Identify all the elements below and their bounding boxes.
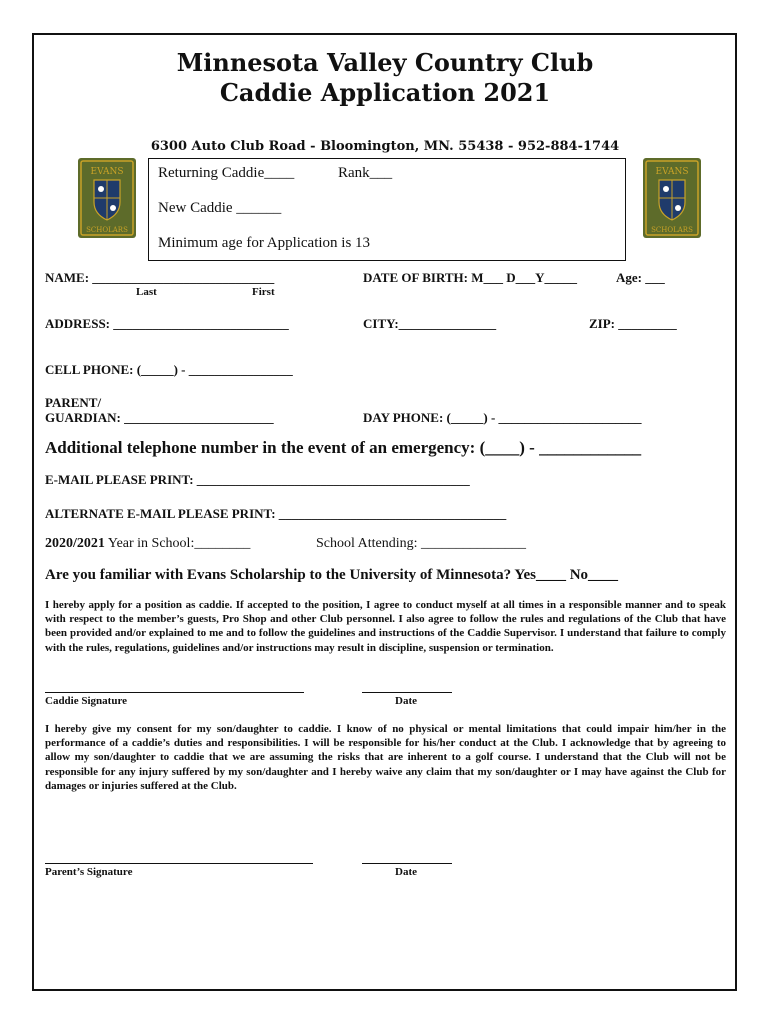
- parent-date-line[interactable]: [362, 863, 452, 864]
- cell-phone-field[interactable]: CELL PHONE: (_____) - ________________: [45, 362, 293, 377]
- parent-label: PARENT/: [45, 395, 102, 410]
- age-field[interactable]: Age: ___: [616, 270, 665, 285]
- parent-date-label: Date: [395, 866, 417, 878]
- parent-consent-text: I hereby give my consent for my son/daughter to caddie. I know of no physical or mental limitations that could impair him/her in the performance of a caddie’s duties and responsibilities. I will be responsible for his/her conduct at the Club. I acknowledge that by agreeing to allow my son/daughter to caddie that we are assuming the risks that are inherent to a golf course. I understand that the Club will not be responsible for any injury suffered by my son/daughter and I hereby waive any claim that my son/daughter or I may have against the Club for damages or injuries suffered at the Club.: [45, 723, 726, 792]
- evans-scholarship-question[interactable]: Are you familiar with Evans Scholarship to the University of Minnesota? Yes____ No____: [45, 567, 619, 583]
- guardian-field[interactable]: GUARDIAN: _______________________: [45, 410, 274, 425]
- parent-signature-line[interactable]: [45, 863, 313, 864]
- title-club: Minnesota Valley Country Club: [176, 48, 594, 77]
- caddie-date-line[interactable]: [362, 692, 452, 693]
- emergency-phone-field[interactable]: Additional telephone number in the event of an emergency: (____) - ____________: [45, 438, 642, 457]
- svg-text:EVANS: EVANS: [655, 167, 689, 177]
- title-application: Caddie Application 2021: [219, 78, 551, 107]
- svg-text:SCHOLARS: SCHOLARS: [86, 226, 128, 234]
- year-in-school-label: Year in School:________: [104, 536, 251, 551]
- zip-field[interactable]: ZIP: _________: [589, 316, 677, 331]
- name-last-caption: Last: [136, 286, 157, 298]
- svg-text:SCHOLARS: SCHOLARS: [651, 226, 693, 234]
- club-address: 6300 Auto Club Road - Bloomington, MN. 55438 - 952-884-1744: [150, 139, 620, 154]
- school-attending-field[interactable]: School Attending: _______________: [316, 536, 526, 551]
- address-field[interactable]: ADDRESS: ___________________________: [45, 316, 289, 331]
- year-in-school-field[interactable]: [45, 536, 250, 552]
- email-field[interactable]: E-MAIL PLEASE PRINT: __________________________________________: [45, 472, 470, 487]
- minimum-age-note: Minimum age for Application is 13: [158, 235, 371, 251]
- new-caddie-field[interactable]: New Caddie ______: [158, 200, 282, 216]
- date-of-birth-field[interactable]: DATE OF BIRTH: M___ D___Y_____: [363, 270, 578, 285]
- name-field[interactable]: NAME: ____________________________: [45, 270, 275, 285]
- city-field[interactable]: CITY:_______________: [363, 316, 497, 331]
- caddie-date-label: Date: [395, 695, 417, 707]
- alternate-email-field[interactable]: ALTERNATE E-MAIL PLEASE PRINT: ___________________________________: [45, 506, 507, 521]
- parent-signature-label: Parent’s Signature: [45, 866, 133, 878]
- name-first-caption: First: [252, 286, 275, 298]
- svg-text:EVANS: EVANS: [90, 167, 124, 177]
- caddie-signature-label: Caddie Signature: [45, 695, 128, 707]
- year-label: 2020/2021: [45, 536, 105, 551]
- caddie-signature-line[interactable]: [45, 692, 304, 693]
- returning-caddie-field[interactable]: Returning Caddie____: [158, 165, 295, 181]
- caddie-agreement-text: I hereby apply for a position as caddie. If accepted to the position, I agree to conduct myself at all times in a responsible manner and to speak with respect to the member’s guests, Pro Shop and other Club personnel. I also agree to follow the rules and regulations of the Club that have been provided and/or explained to me and to follow the guidelines and instructions of the Caddie Supervisor. I understand that failure to comply with the rules, regulations, guidelines and/or instructions may result in discipline, suspension or termination.: [45, 599, 726, 654]
- day-phone-field[interactable]: DAY PHONE: (_____) - ______________________: [363, 410, 642, 425]
- rank-field[interactable]: Rank___: [338, 165, 393, 181]
- evans-scholars-logo-left: [78, 158, 136, 238]
- evans-scholars-logo-right: [643, 158, 701, 238]
- caddie-status-box: [148, 158, 626, 261]
